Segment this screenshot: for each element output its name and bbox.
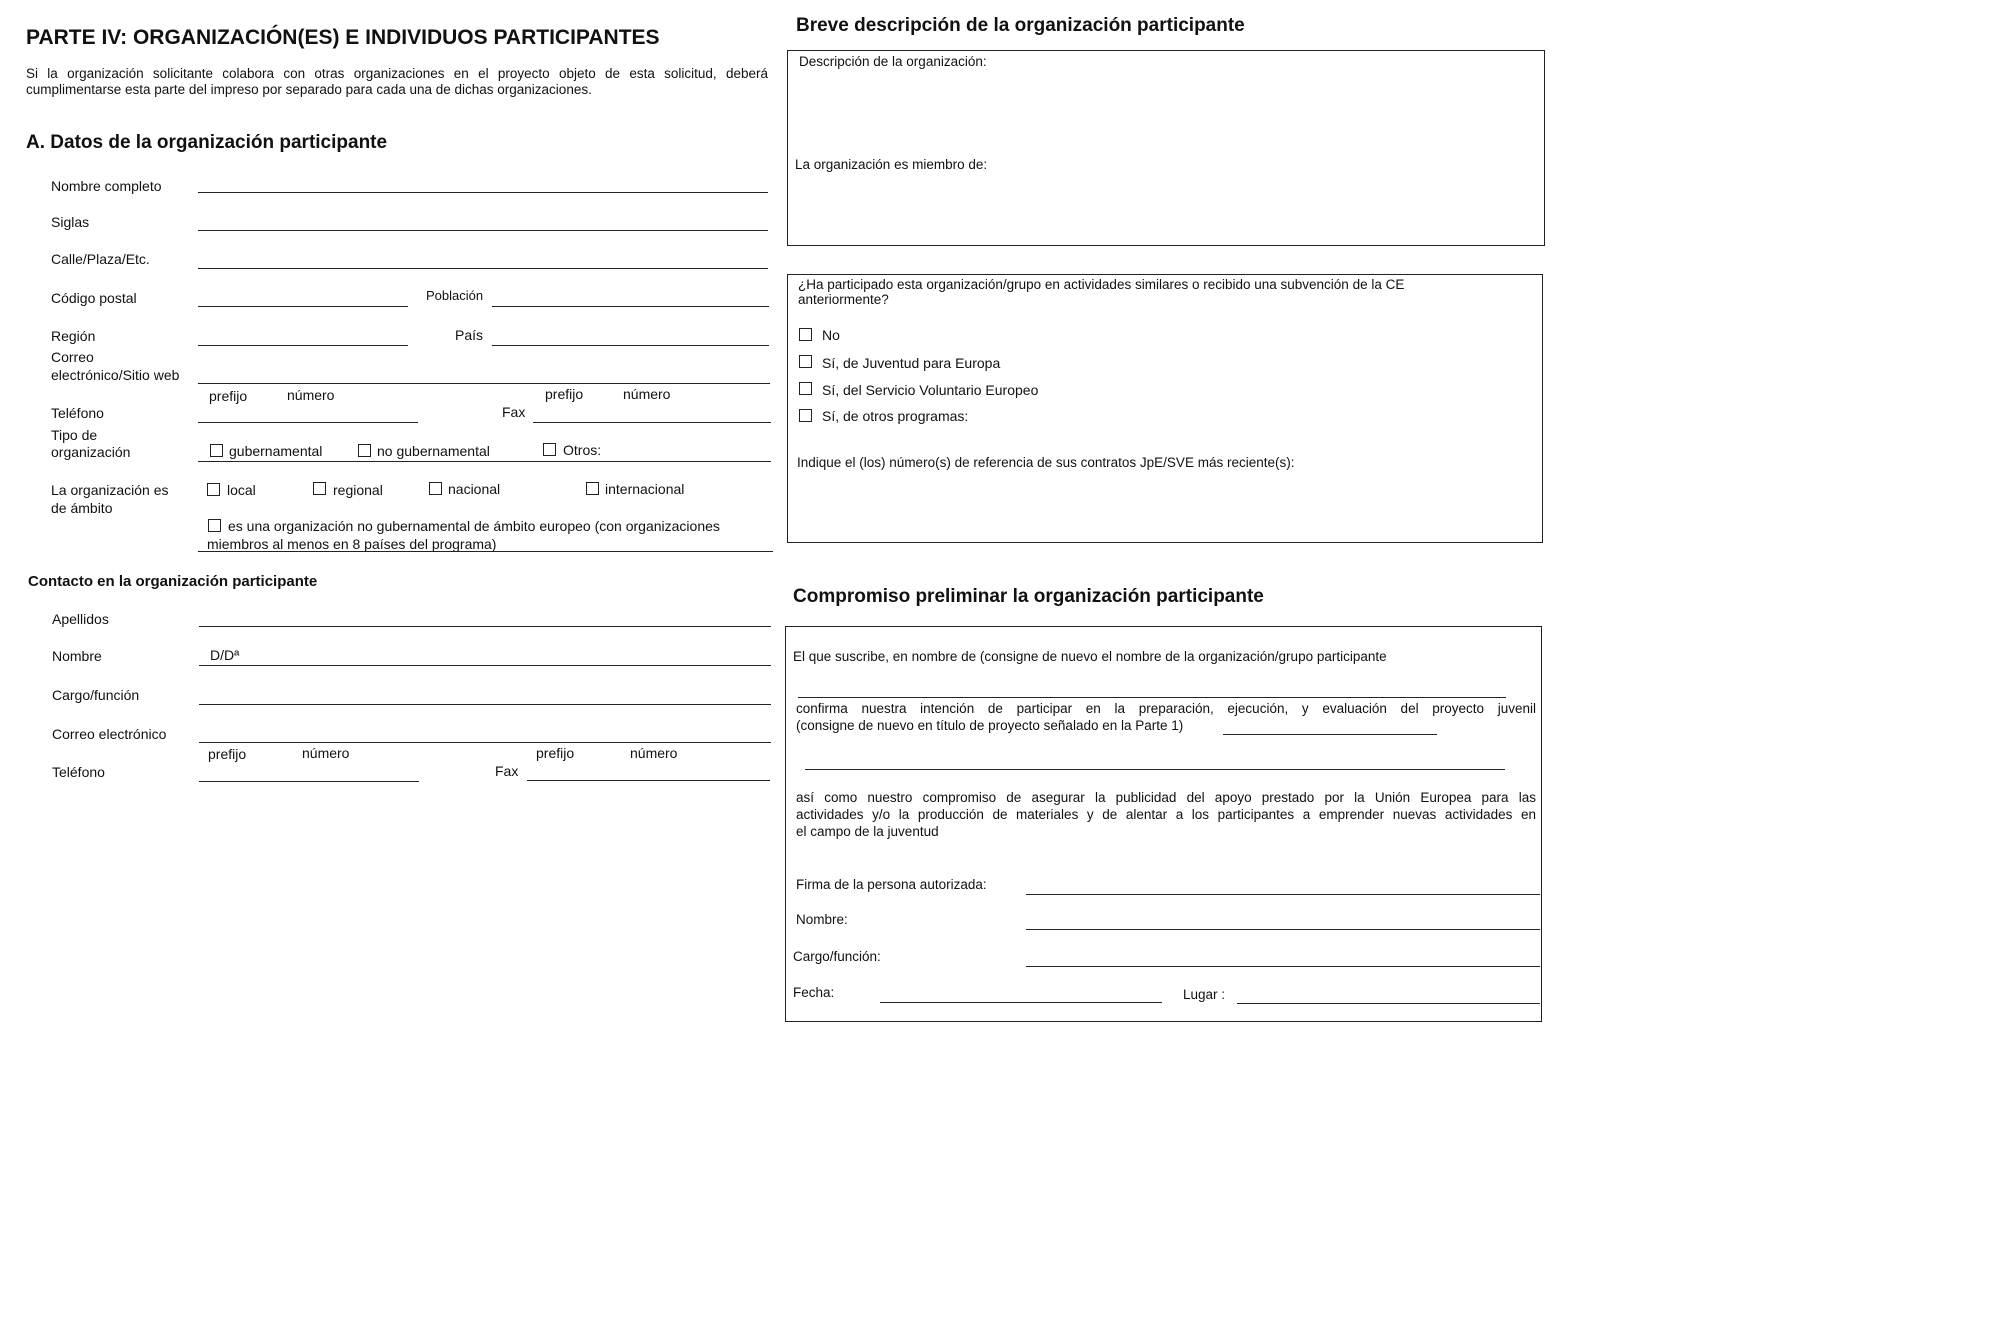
ambito-regional-checkbox[interactable] [313, 482, 326, 495]
commit-line-5: actividades y/o la producción de materiales y de alentar a los participantes a emprender nuevas actividades en [796, 807, 1536, 822]
label-ambito-2: de ámbito [51, 500, 113, 516]
lugar-field[interactable] [1237, 1003, 1540, 1004]
label-tipo-2: organización [51, 444, 131, 460]
participation-otros-label: Sí, de otros programas: [822, 408, 969, 424]
label-commit-cargo: Cargo/función: [793, 949, 881, 964]
intro-line-1: Si la organización solicitante colabora con otras organizaciones en el proyecto objeto de esta solicitud, deberá [26, 66, 768, 81]
nombre-completo-field[interactable] [198, 192, 768, 193]
ngo-europe-label-2: miembros al menos en 8 países del programa) [207, 536, 497, 552]
label-telefono: Teléfono [51, 405, 104, 421]
correo-web-field[interactable] [198, 383, 770, 384]
label-nombre-completo: Nombre completo [51, 178, 162, 194]
apellidos-field[interactable] [199, 626, 771, 627]
commitment-box [785, 626, 1542, 1022]
contact-correo-field[interactable] [199, 742, 771, 743]
contact-fax-prefijo-label: prefijo [536, 745, 575, 761]
label-ambito-1: La organización es [51, 482, 169, 498]
tipo-otros-checkbox[interactable] [543, 443, 556, 456]
label-fax: Fax [502, 404, 526, 420]
participation-no-checkbox[interactable] [799, 328, 812, 341]
codigo-postal-field[interactable] [198, 306, 408, 307]
label-tipo-1: Tipo de [51, 427, 98, 443]
tel-numero-label: número [287, 387, 335, 403]
participation-no-label: No [822, 327, 840, 343]
participation-box [787, 274, 1543, 543]
label-firma: Firma de la persona autorizada: [796, 877, 987, 892]
label-siglas: Siglas [51, 214, 90, 230]
commitment-title: Compromiso preliminar la organización participante [793, 586, 1264, 607]
description-label: Descripción de la organización: [799, 54, 987, 69]
region-field[interactable] [198, 345, 408, 346]
label-lugar: Lugar : [1183, 987, 1226, 1002]
question-line-1: ¿Ha participado esta organización/grupo en actividades similares o recibido una subvención de la CE [798, 277, 1405, 292]
calle-field[interactable] [198, 268, 768, 269]
commit-cargo-field[interactable] [1026, 966, 1540, 967]
question-line-2: anteriormente? [798, 292, 889, 307]
commit-line-3: (consigne de nuevo en título de proyecto señalado en la Parte 1) [796, 718, 1184, 733]
commit-nombre-field[interactable] [1026, 929, 1540, 930]
label-nombre: Nombre [52, 648, 102, 664]
commit-org-field[interactable] [798, 697, 1506, 698]
label-region: Región [51, 328, 96, 344]
tipo-gubernamental-label: gubernamental [229, 443, 323, 459]
dd-prefix: D/Dª [210, 647, 240, 663]
page-title: PARTE IV: ORGANIZACIÓN(ES) E INDIVIDUOS PARTICIPANTES [26, 26, 660, 49]
label-commit-nombre: Nombre: [796, 912, 848, 927]
pais-field[interactable] [492, 345, 769, 346]
tipo-gubernamental-checkbox[interactable] [210, 444, 223, 457]
fecha-field[interactable] [880, 1002, 1162, 1003]
participation-jpe-checkbox[interactable] [799, 355, 812, 368]
label-contact-telefono: Teléfono [52, 764, 105, 780]
contact-section-title: Contacto en la organización participante [28, 573, 318, 590]
tipo-no-gubernamental-label: no gubernamental [377, 443, 490, 459]
fax-field[interactable] [533, 422, 771, 423]
tel-prefijo-label: prefijo [209, 388, 248, 404]
label-contact-fax: Fax [495, 763, 519, 779]
contact-telefono-field[interactable] [199, 781, 419, 782]
ngo-europe-label-1: es una organización no gubernamental de ámbito europeo (con organizaciones [228, 518, 720, 534]
tipo-otros-label: Otros: [563, 442, 602, 458]
label-apellidos: Apellidos [52, 611, 109, 627]
contact-fax-field[interactable] [527, 780, 770, 781]
fax-numero-label: número [623, 386, 671, 402]
label-correo-1: Correo [51, 349, 94, 365]
ngo-europe-checkbox[interactable] [208, 519, 221, 532]
ambito-nacional-label: nacional [448, 481, 501, 497]
ambito-internacional-checkbox[interactable] [586, 482, 599, 495]
ambito-internacional-label: internacional [605, 481, 685, 497]
commit-title-field-2[interactable] [805, 769, 1505, 770]
label-correo-2: electrónico/Sitio web [51, 367, 180, 383]
section-a-title: A. Datos de la organización participante [26, 132, 388, 153]
poblacion-field[interactable] [492, 306, 769, 307]
participation-sve-label: Sí, del Servicio Voluntario Europeo [822, 382, 1039, 398]
commit-title-field[interactable] [1223, 734, 1437, 735]
ambito-nacional-checkbox[interactable] [429, 482, 442, 495]
commit-line-4: así como nuestro compromiso de asegurar la publicidad del apoyo prestado por la Unión Europea para las [796, 790, 1536, 805]
intro-line-2: cumplimentarse esta parte del impreso por separado para cada una de dichas organizaciones. [26, 82, 592, 97]
label-pais: País [455, 327, 484, 343]
ambito-local-checkbox[interactable] [207, 483, 220, 496]
commit-line-2: confirma nuestra intención de participar en la preparación, ejecución, y evaluación del proyecto juvenil [796, 701, 1536, 716]
tipo-no-gubernamental-checkbox[interactable] [358, 444, 371, 457]
label-poblacion: Población [426, 288, 484, 303]
cargo-field[interactable] [199, 704, 771, 705]
description-box[interactable] [787, 50, 1545, 246]
reference-label: Indique el (los) número(s) de referencia de sus contratos JpE/SVE más reciente(s): [797, 455, 1295, 470]
fax-prefijo-label: prefijo [545, 386, 584, 402]
contact-nombre-field[interactable] [199, 665, 771, 666]
participation-sve-checkbox[interactable] [799, 382, 812, 395]
ambito-local-label: local [227, 482, 256, 498]
firma-field[interactable] [1026, 894, 1540, 895]
label-cargo: Cargo/función [52, 687, 140, 703]
label-calle: Calle/Plaza/Etc. [51, 251, 150, 267]
ambito-underline [198, 551, 773, 552]
telefono-field[interactable] [198, 422, 418, 423]
participation-otros-checkbox[interactable] [799, 409, 812, 422]
commit-line-6: el campo de la juventud [796, 824, 939, 839]
label-codigo-postal: Código postal [51, 290, 137, 306]
label-correo-electronico: Correo electrónico [52, 726, 167, 742]
ambito-regional-label: regional [333, 482, 383, 498]
participation-jpe-label: Sí, de Juventud para Europa [822, 355, 1001, 371]
contact-tel-numero-label: número [302, 745, 350, 761]
tipo-underline [198, 461, 771, 462]
member-label: La organización es miembro de: [795, 157, 988, 172]
contact-fax-numero-label: número [630, 745, 678, 761]
commit-line-1: El que suscribe, en nombre de (consigne de nuevo el nombre de la organización/grupo participante [793, 649, 1387, 664]
description-title: Breve descripción de la organización participante [796, 15, 1245, 36]
label-fecha: Fecha: [793, 985, 835, 1000]
siglas-field[interactable] [198, 230, 768, 231]
contact-tel-prefijo-label: prefijo [208, 746, 247, 762]
